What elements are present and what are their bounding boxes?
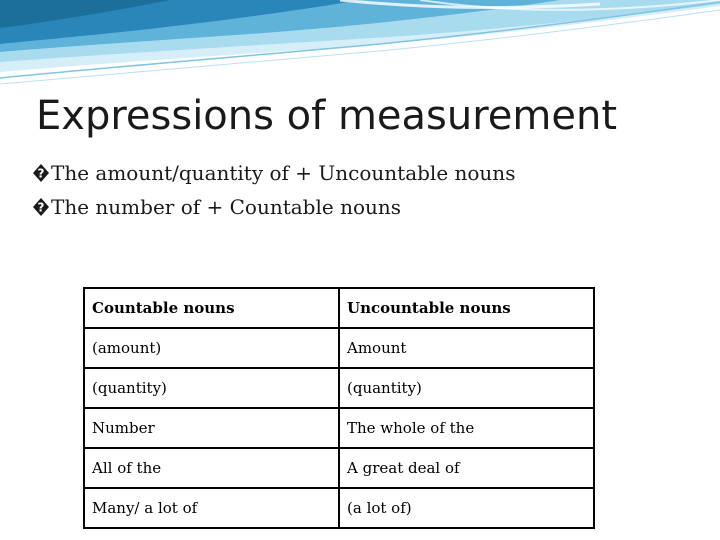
bullet-item	[32, 190, 515, 224]
bullet-item	[32, 156, 515, 190]
slide-title: Expressions of measurement	[36, 93, 618, 139]
table-cell: (quantity)	[339, 368, 594, 408]
replacement-character-icon	[32, 159, 50, 179]
replacement-character-icon	[32, 193, 50, 213]
table-header-row	[84, 288, 594, 328]
table-row	[84, 328, 594, 368]
table-cell: Number	[84, 408, 339, 448]
table-cell: All of the	[84, 448, 339, 488]
table-cell: Many/ a lot of	[84, 488, 339, 528]
svg-text:?: ?	[37, 200, 45, 215]
nouns-table	[83, 287, 595, 529]
table-row	[84, 408, 594, 448]
table-cell: (quantity)	[84, 368, 339, 408]
table-cell: A great deal of	[339, 448, 594, 488]
table-row	[84, 448, 594, 488]
header-wave-decoration	[0, 0, 720, 90]
svg-text:?: ?	[37, 166, 45, 181]
bullet-text: The number of + Countable nouns	[51, 195, 402, 219]
table-cell: (amount)	[84, 328, 339, 368]
table-cell: (a lot of)	[339, 488, 594, 528]
header-countable-nouns: Countable nouns	[84, 288, 339, 328]
table-row	[84, 368, 594, 408]
header-uncountable-nouns: Uncountable nouns	[339, 288, 594, 328]
table-cell: The whole of the	[339, 408, 594, 448]
table-cell: Amount	[339, 328, 594, 368]
bullet-list	[32, 156, 515, 224]
bullet-text: The amount/quantity of + Uncountable nouns	[51, 161, 516, 185]
table-row	[84, 488, 594, 528]
